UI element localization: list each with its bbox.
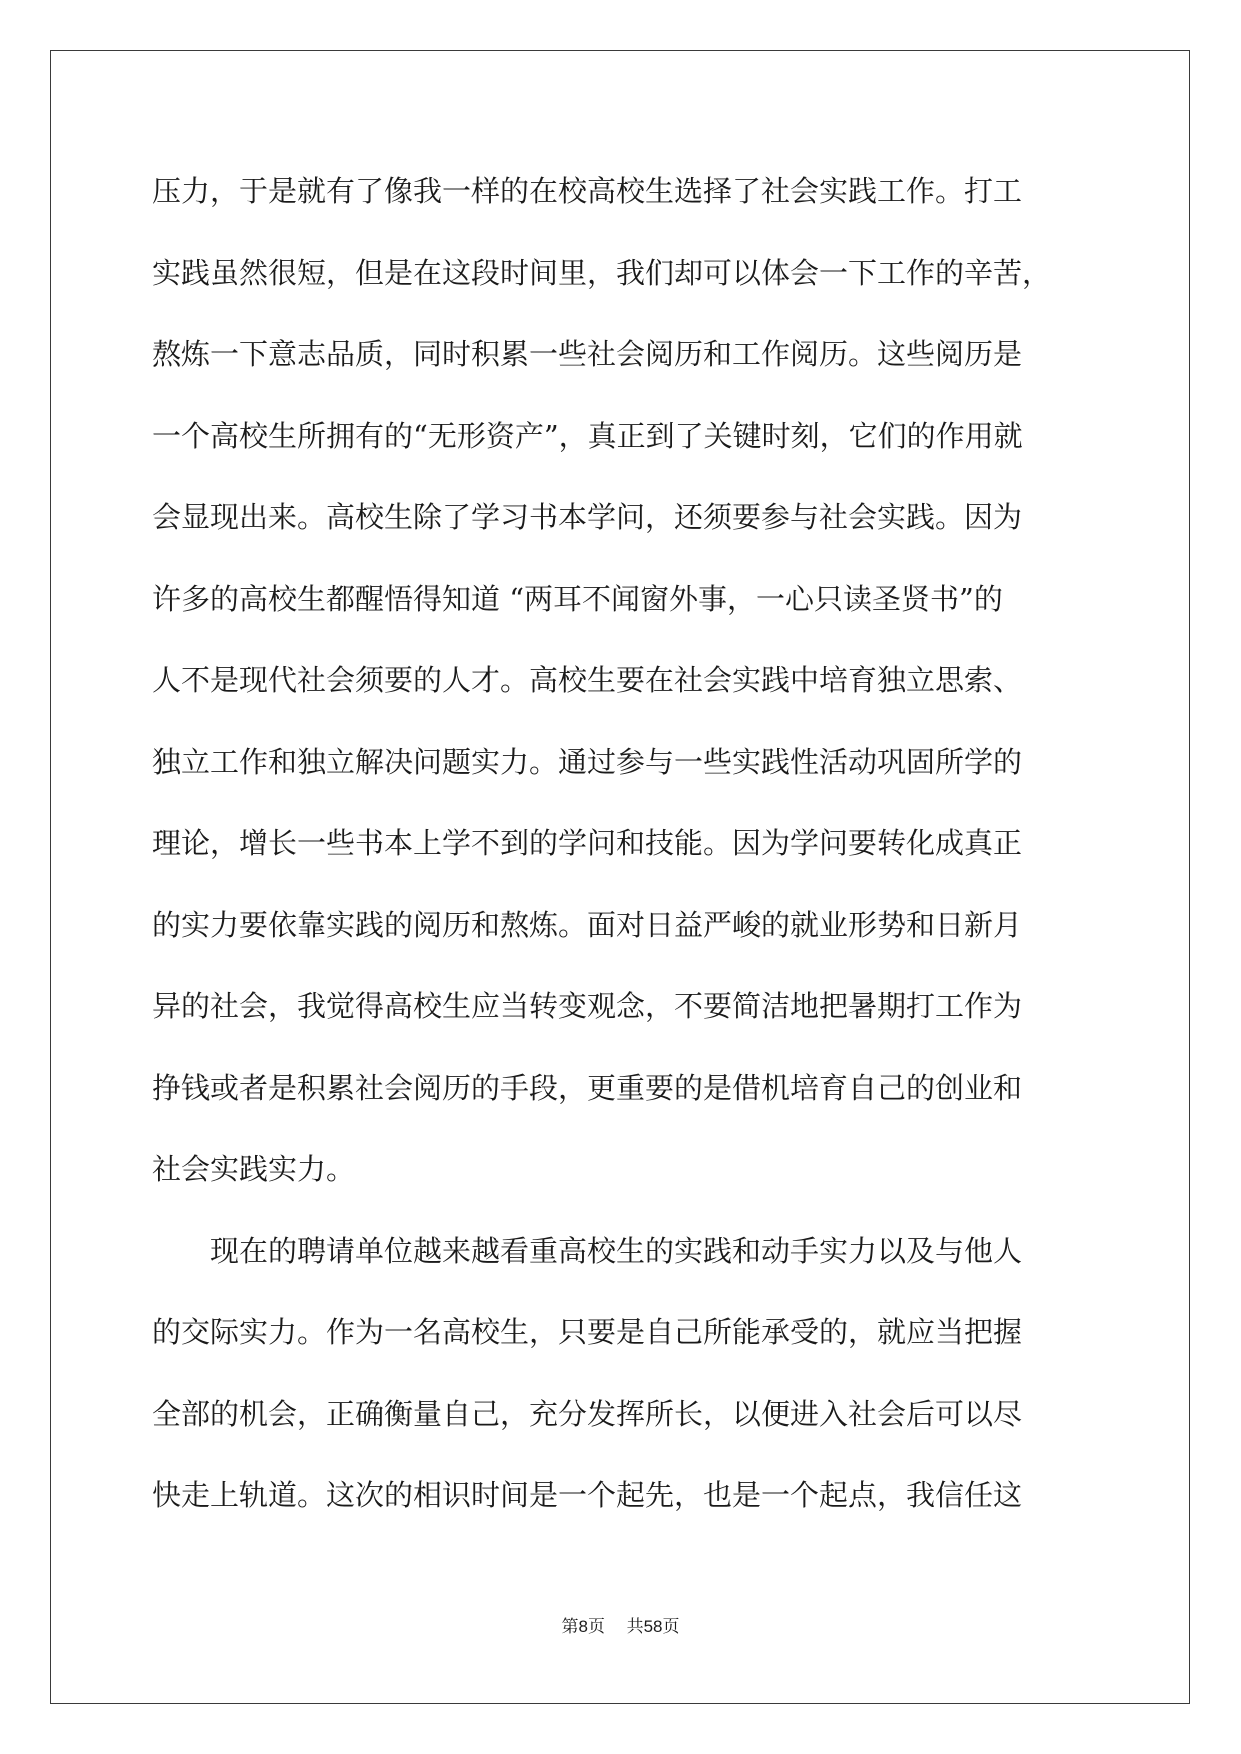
text-line-16: 全部的机会，正确衡量自己，充分发挥所长，以便进入社会后可以尽: [152, 1396, 1023, 1431]
text-line-1: 压力，于是就有了像我一样的在校高校生选择了社会实践工作。打工: [152, 174, 1023, 208]
text-line-13: 社会实践实力。: [152, 1152, 356, 1186]
total-suffix: 页: [662, 1617, 680, 1637]
page-suffix: 页: [587, 1617, 605, 1637]
total-prefix: 共: [626, 1617, 644, 1637]
text-line-4: 一个高校生所拥有的“无形资产”，真正到了关键时刻，它们的作用就: [152, 418, 1023, 453]
text-line-3: 熬炼一下意志品质，同时积累一些社会阅历和工作阅历。这些阅历是: [152, 337, 1023, 371]
text-line-2: 实践虽然很短，但是在这段时间里，我们却可以体会一下工作的辛苦，: [152, 255, 1052, 290]
page-number: 8: [578, 1617, 588, 1636]
body-text: [152, 161, 1092, 1547]
text-line-8: 独立工作和独立解决问题实力。通过参与一些实践性活动巩固所学的: [152, 744, 1023, 779]
text-line-5: 会显现出来。高校生除了学习书本学问，还须要参与社会实践。因为: [152, 500, 1023, 534]
text-line-12: 挣钱或者是积累社会阅历的手段，更重要的是借机培育自己的创业和: [152, 1070, 1023, 1105]
text-line-11: 异的社会，我觉得高校生应当转变观念，不要简洁地把暑期打工作为: [152, 989, 1023, 1023]
text-line-6: 许多的高校生都醒悟得知道 “两耳不闻窗外事，一心只读圣贤书”的: [152, 581, 1003, 616]
text-line-17: 快走上轨道。这次的相识时间是一个起先，也是一个起点，我信任这: [152, 1478, 1023, 1512]
text-line-15: 的交际实力。作为一名高校生，只要是自己所能承受的，就应当把握: [152, 1315, 1023, 1349]
text-line-10: 的实力要依靠实践的阅历和熬炼。面对日益严峻的就业形势和日新月: [152, 907, 1023, 942]
page-prefix: 第: [561, 1617, 579, 1637]
text-line-7: 人不是现代社会须要的人才。高校生要在社会实践中培育独立思索、: [152, 663, 1023, 697]
page-footer: [0, 1612, 1241, 1637]
text-line-14: 现在的聘请单位越来越看重高校生的实践和动手实力以及与他人: [152, 1233, 1023, 1268]
total-pages: 58: [643, 1617, 663, 1636]
text-line-9: 理论，增长一些书本上学不到的学问和技能。因为学问要转化成真正: [152, 826, 1023, 860]
